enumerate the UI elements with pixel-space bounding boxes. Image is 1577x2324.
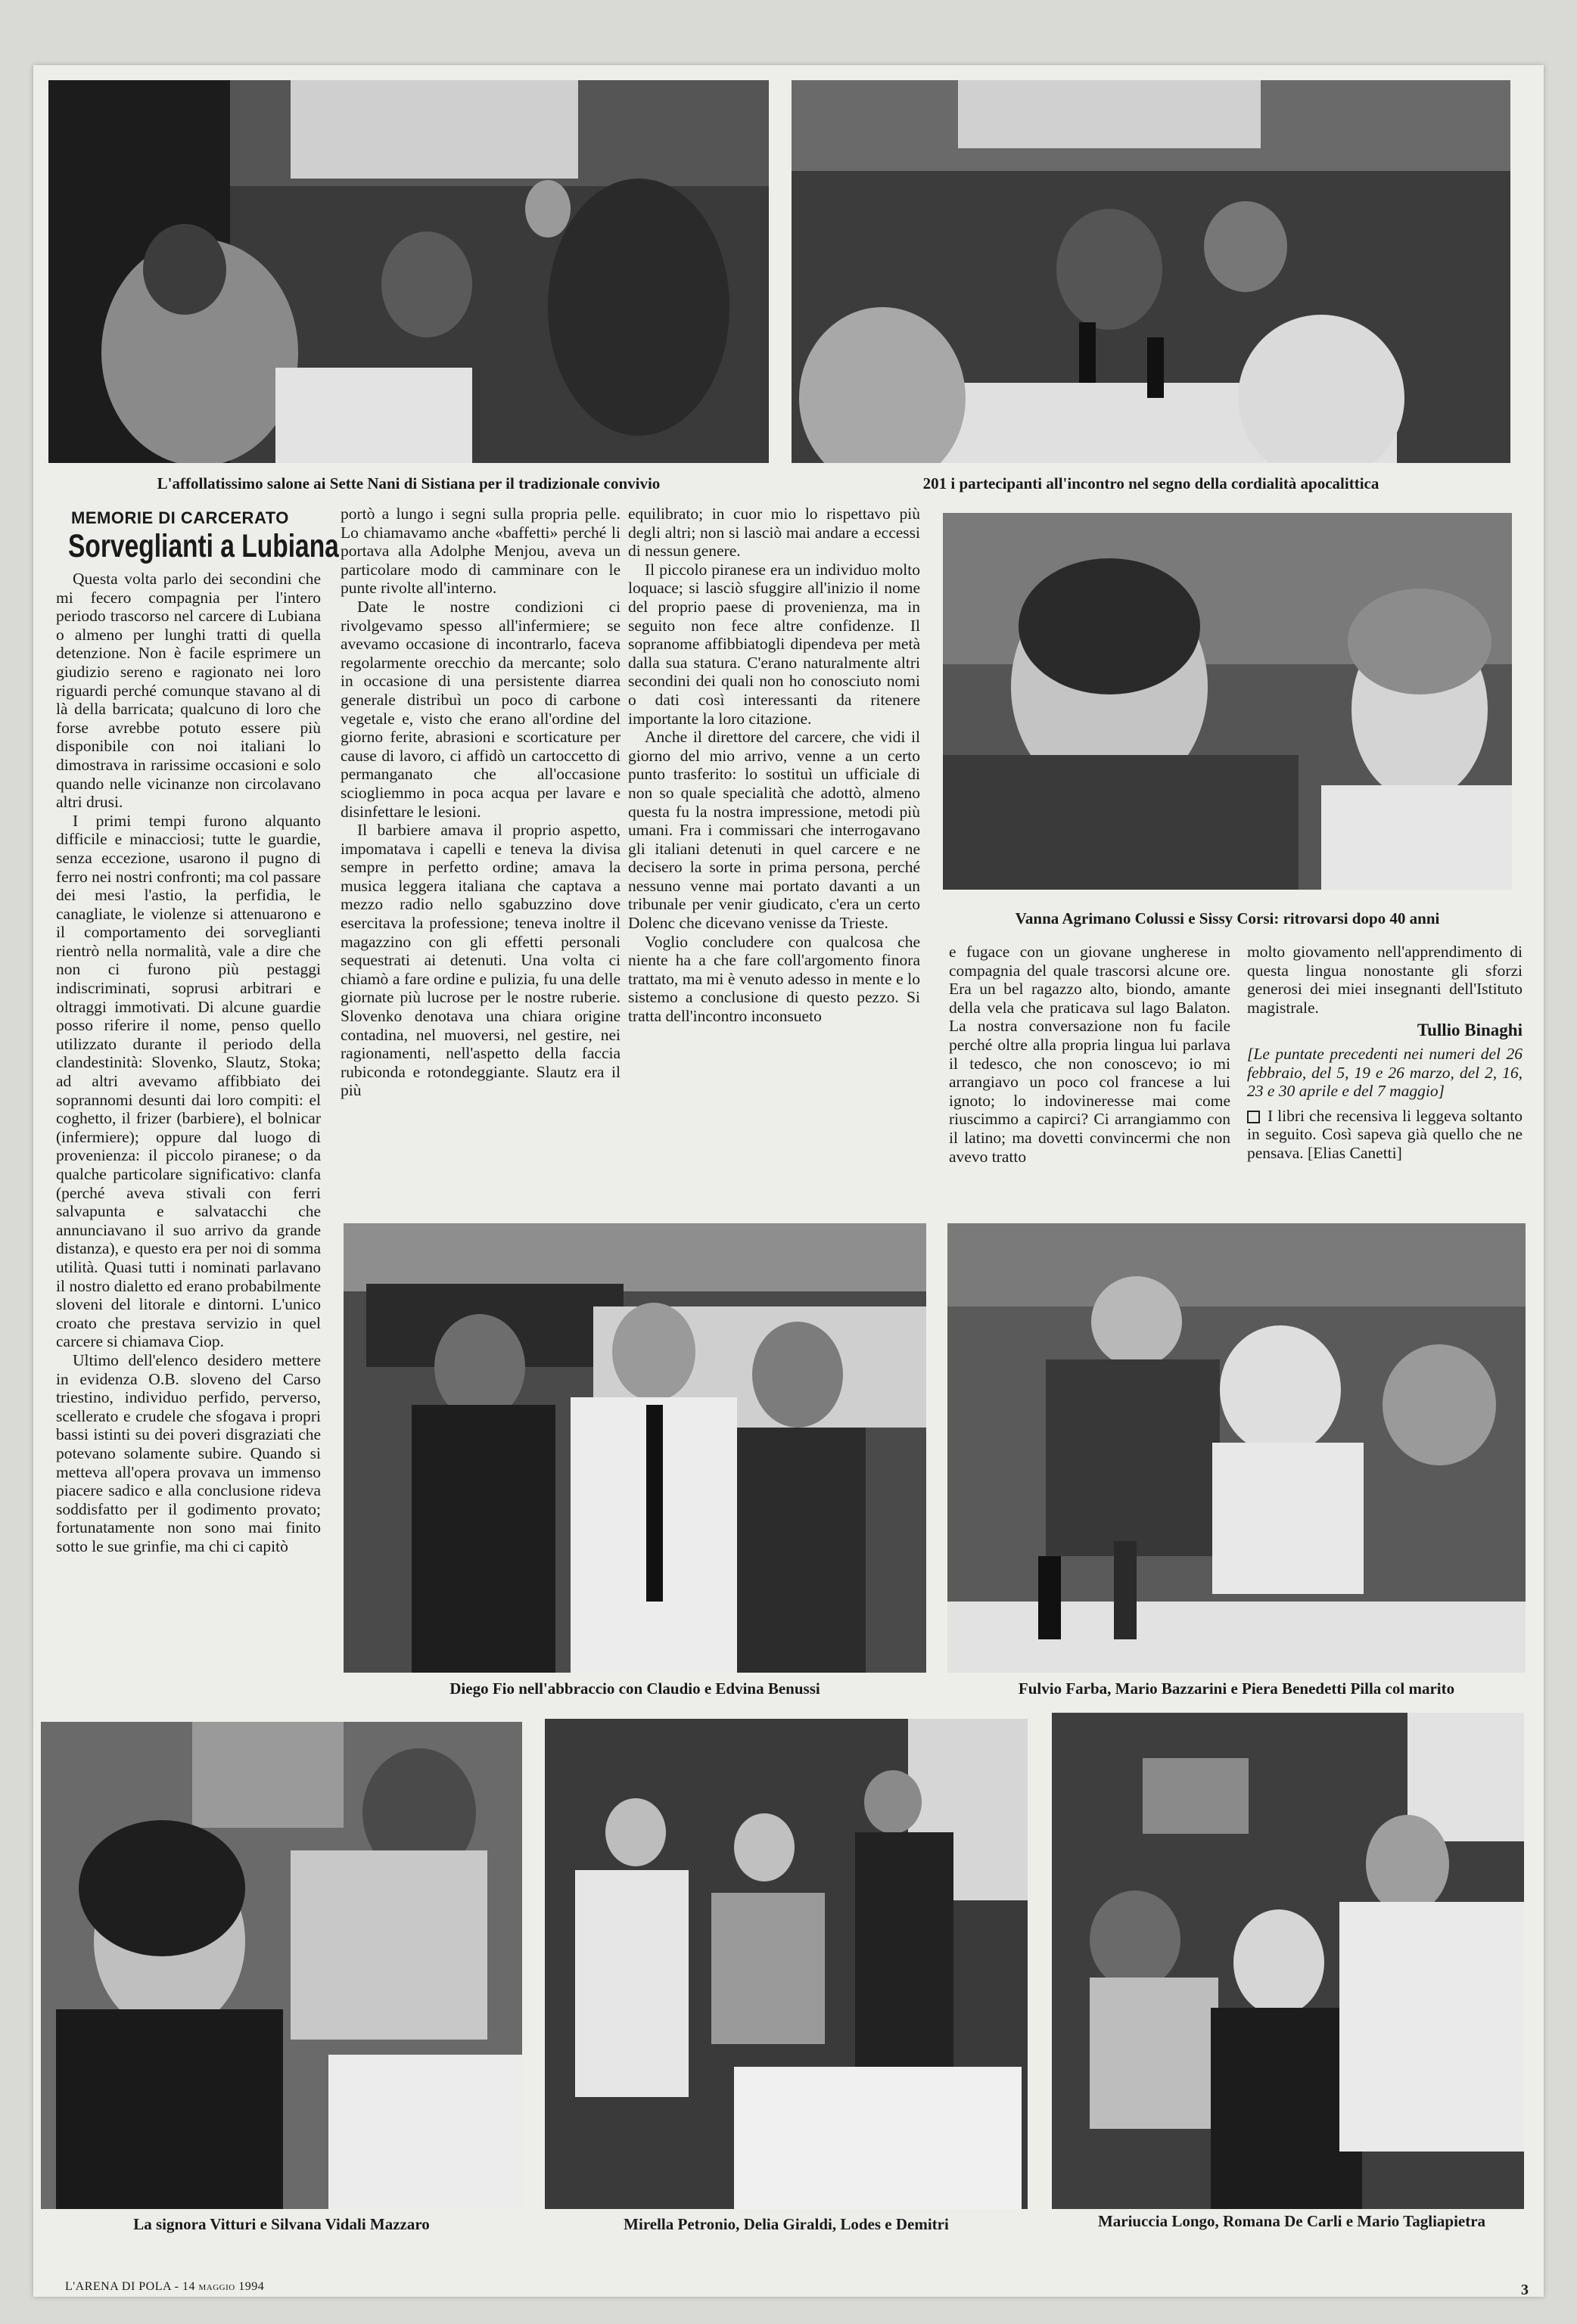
- caption-diego-fio: Diego Fio nell'abbraccio con Claudio e Edvina Benussi: [449, 1679, 820, 1698]
- publication-footer: L'ARENA DI POLA - 14 maggio 1994: [65, 2280, 265, 2293]
- photo-vanna-sissy: [943, 513, 1512, 890]
- paragraph: Anche il direttore del carcere, che vidi il giorno del mio arrivo, venne a un certo punto trasferito: lo sostituì un ufficiale di non so quale specialità che adottò, almeno questa fu la nostra impressione, metodi più umani. Fra i commissari che interrogavano gli italiani detenuti in quel carcere e ne decisero la sorte in prima persona, perché nessuno venne mai portato davanti a un tribunale per venir giudicato, c'era un certo Dolenc che dicevano venisse da Trieste.: [628, 728, 920, 933]
- paragraph: molto giovamento nell'apprendimento di questa lingua nonostante gli sforzi generosi dei miei insegnanti dell'Istituto magistrale.: [1247, 943, 1523, 1017]
- photo-mirella-delia: [545, 1719, 1028, 2209]
- paragraph: I primi tempi furono alquanto difficile e minacciosi; tutte le guardie, senza eccezione, usarono il pugno di ferro nei nostri confronti; ma col passare dei mesi l'astio, la perfidia, le canagliate, le violenze si attenuarono e il comportamento dei sorveglianti rientrò nella normalità, vale a dire che non ci furono più pestaggi indiscriminati, soprusi arbitrari e oltraggi immotivati. Di alcune guardie posso riferire il nome, penso quello utilizzato durante il periodo della clandestinità: Slovenko, Slautz, Stoka; ad altri avevamo affibbiato dei soprannomi desunti dai loro compiti: el coghetto, il frizer (barbiere), el bolnicar (infermiere); oppure dal luogo di provenienza: il piccolo piranese; o da qualche particolare significativo: clanfa (perché aveva stivali con ferri salvapunta e salvatacchi che annunciavano il suo arrivo da grande distanza), e questo era per noi di somma utilità. Quasi tutti i nominati parlavano il nostro dialetto ed erano probabilmente sloveni del litorale e dintorni. L'unico croato che prestava servizio in quel carcere si chiamava Ciop.: [56, 811, 321, 1351]
- photo-fulvio-farba: [947, 1223, 1526, 1673]
- paragraph: Il piccolo piranese era un individuo molto loquace; si lasciò sfuggire all'inizio il nome del proprio paese di provenienza, ma in seguito non fece altre confidenze. Il sopranome affibbiatogli dipendeva per metà dalla sua statura. C'erano naturalmente altri secondini dei quali non ho conosciuto nomi o dati così interessanti da ritenere importante la loro citazione.: [628, 560, 920, 728]
- paragraph: portò a lungo i segni sulla propria pelle. Lo chiamavamo anche «baffetti» perché li portava alla Adolphe Menjou, aveva un particolare modo di camminare con le punte rivolte all'interno.: [341, 505, 621, 598]
- article-column-1: [56, 570, 321, 1700]
- square-bullet-icon: [1247, 1111, 1260, 1123]
- photo-banquet-hall: [48, 80, 769, 463]
- caption-vanna-sissy: Vanna Agrimano Colussi e Sissy Corsi: ritrovarsi dopo 40 anni: [1015, 909, 1440, 927]
- paragraph: Il barbiere amava il proprio aspetto, impomatava i capelli e teneva la divisa sempre in perfetto ordine; amava la musica leggera italiana che captava a mezzo radio nello sgabuzzino dove esercitava la professione; teneva inoltre il magazzino con gli effetti personali sequestrati ai detenuti. Una volta ci chiamò a fare ordine e pulizia, fu una delle giornate più lucrose per le nostre ruberie. Slovenko denotava una chiara origine contadina, nel muoversi, nel gestire, nei ragionamenti, nell'aspetto della faccia rubiconda e rotondeggiante. Slautz era il più: [341, 821, 621, 1100]
- caption-mariuccia-longo: Mariuccia Longo, Romana De Carli e Mario Tagliapietra: [1097, 2212, 1486, 2230]
- article-column-2: [341, 505, 621, 1223]
- caption-mirella-delia: Mirella Petronio, Delia Giraldi, Lodes e Demitri: [624, 2215, 949, 2233]
- photo-mariuccia-longo: [1052, 1713, 1524, 2209]
- caption-vitturi-vidali: La signora Vitturi e Silvana Vidali Mazzaro: [133, 2215, 430, 2233]
- paragraph: e fugace con un giovane ungherese in compagnia del quale trascorsi alcune ore. Era un bel ragazzo alto, biondo, amante della vela che praticava sul lago Balaton. La nostra conversazione non fu facile perché oltre alla propria lingua lui parlava il tedesco, che non conoscevo; io mi arrangiavo un poco col francese a lui ignoto; lo indovineresse mai come riuscimmo a capirci? Ci arrangiammo con il latino; ma dovetti convincermi che non avevo tratto: [949, 943, 1230, 1166]
- caption-fulvio-farba: Fulvio Farba, Mario Bazzarini e Piera Benedetti Pilla col marito: [1018, 1679, 1455, 1698]
- article-column-4: [949, 943, 1230, 1204]
- paragraph: Questa volta parlo dei secondini che mi fecero compagnia per l'intero periodo trascorso nel carcere di Lubiana o almeno per lunghi tratti di quella detenzione. Non è facile esprimere un giudizio sereno e ragionato nei loro riguardi perché comunque stavano al di là della barricata; qualcuno di loro che forse avrebbe potuto essere più disponibile con noi italiani lo dimostrava in rarissime occasioni e solo quando nelle vicinanze non circolavano altri drusi.: [56, 570, 321, 812]
- paragraph: Ultimo dell'elenco desidero mettere in evidenza O.B. sloveno del Carso triestino, individuo perfido, perverso, scellerato e crudele che sfogava i propri bassi istinti su dei poveri disgraziati che potevano solamente subire. Quando si metteva all'opera provava un immenso piacere sadico e alla conclusione rideva soddisfatto per il godimento provato; fortunatamente non sono mai finito sotto le sue grinfie, ma chi ci capitò: [56, 1350, 321, 1555]
- article-column-5: [1247, 943, 1523, 1219]
- article-title: Sorveglianti a Lubiana: [68, 528, 339, 564]
- canetti-quote: [1247, 1107, 1523, 1163]
- article-column-3: [628, 505, 920, 1223]
- previous-episodes-note: [Le puntate precedenti nei numeri del 26 febbraio, del 5, 19 e 26 marzo, del 2, 16, 23 e 30 aprile e del 7 maggio]: [1247, 1044, 1523, 1101]
- quote-text: I libri che recensiva li leggeva soltanto in seguito. Così sapeva già quello che ne pensava. [Elias Canetti]: [1247, 1106, 1523, 1162]
- article-author: Tullio Binaghi: [1417, 1021, 1523, 1040]
- page-number: 3: [1521, 2282, 1529, 2298]
- paragraph: Voglio concludere con qualcosa che niente ha a che fare coll'argomento finora trattato, ma mi è venuto adesso in mente e lo sistemo a conclusione di questo pezzo. Si tratta dell'incontro inconsueto: [628, 932, 920, 1026]
- article-kicker: MEMORIE DI CARCERATO: [71, 508, 289, 527]
- caption-participants: 201 i partecipanti all'incontro nel segno della cordialità apocalittica: [922, 474, 1379, 492]
- paragraph: equilibrato; in cuor mio lo rispettavo più degli altri; non si lasciò mai andare a eccessi di nessun genere.: [628, 505, 920, 561]
- caption-banquet-hall: L'affollatissimo salone ai Sette Nani di Sistiana per il tradizionale convivio: [157, 474, 661, 492]
- photo-diego-fio: [344, 1223, 926, 1673]
- photo-participants: [792, 80, 1510, 463]
- photo-vitturi-vidali: [41, 1722, 522, 2209]
- paragraph: Date le nostre condizioni ci rivolgevamo spesso all'infermiere; se avevamo occasione di incontrarlo, faceva regolarmente orecchio da mercante; solo in occasione di una persistente diarrea generale distribuì un poco di carbone vegetale e, visto che erano all'ordine del giorno ferite, abrasioni e scorticature per cause di lavoro, ci affidò un cartoccetto di permanganato che all'occasione sciogliemmo in poca acqua per lavare e disinfettare le lesioni.: [341, 597, 621, 821]
